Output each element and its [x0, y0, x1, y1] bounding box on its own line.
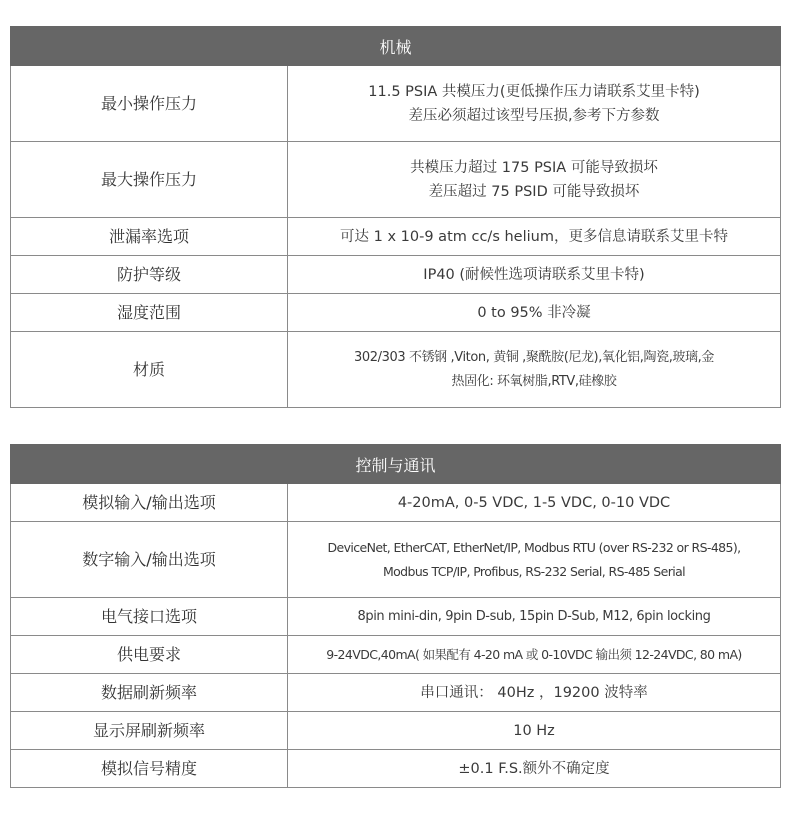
table-row-humidity-range — [11, 294, 781, 332]
row-value — [288, 712, 781, 750]
table-row-electrical-connection — [11, 598, 781, 636]
table-row-digital-io — [11, 522, 781, 598]
value-line: DeviceNet, EtherCAT, EtherNet/IP, Modbus RTU (over RS-232 or RS-485), — [327, 539, 741, 555]
table-row-power-requirements — [11, 636, 781, 674]
value-line: 302/303 不锈钢 ,Viton, 黄铜 ,聚酰胺(尼龙),氧化铝,陶瓷,玻璃,金 — [354, 349, 714, 365]
row-value — [288, 522, 781, 598]
table-row-max-operating-pressure — [11, 142, 781, 218]
value-line: 热固化: 环氧树脂,RTV,硅橡胶 — [451, 373, 617, 389]
value-line: 共模压力超过 175 PSIA 可能导致损坏 — [410, 159, 658, 176]
table-row-ingress-protection — [11, 256, 781, 294]
row-value — [288, 256, 781, 294]
row-label: 电气接口选项 — [11, 598, 288, 636]
row-label: 最大操作压力 — [11, 142, 288, 218]
table-row-leak-rate — [11, 218, 781, 256]
row-label: 泄漏率选项 — [11, 218, 288, 256]
value-line: 4-20mA, 0-5 VDC, 1-5 VDC, 0-10 VDC — [397, 494, 671, 511]
value-line: 11.5 PSIA 共模压力(更低操作压力请联系艾里卡特) — [368, 83, 700, 100]
row-value — [288, 294, 781, 332]
row-value — [288, 598, 781, 636]
value-line: 串口通讯： 40Hz ，19200 波特率 — [420, 684, 648, 701]
row-label: 湿度范围 — [11, 294, 288, 332]
value-line: 9-24VDC,40mA( 如果配有 4-20 mA 或 0-10VDC 输出须 12-24VDC, 80 mA) — [326, 646, 742, 662]
row-value — [288, 142, 781, 218]
table-row-analog-signal-accuracy — [11, 750, 781, 788]
value-line: ±0.1 F.S.额外不确定度 — [458, 760, 610, 777]
row-label: 数字输入/输出选项 — [11, 522, 288, 598]
value-line: 差压必须超过该型号压损,参考下方参数 — [408, 107, 660, 124]
value-line: IP40 (耐候性选项请联系艾里卡特) — [423, 266, 645, 283]
control-section-title: 控制与通讯 — [11, 445, 781, 484]
row-value — [288, 218, 781, 256]
row-label: 模拟信号精度 — [11, 750, 288, 788]
table-header-row — [11, 445, 781, 484]
row-label: 防护等级 — [11, 256, 288, 294]
value-line: 差压超过 75 PSID 可能导致损坏 — [428, 183, 640, 200]
row-label: 材质 — [11, 332, 288, 408]
table-row-materials — [11, 332, 781, 408]
row-value — [288, 332, 781, 408]
row-value — [288, 636, 781, 674]
value-line: Modbus TCP/IP, Profibus, RS-232 Serial, RS-485 Serial — [382, 563, 686, 579]
value-line: 8pin mini-din, 9pin D-sub, 15pin D-Sub, M12, 6pin locking — [357, 608, 711, 624]
table-header-row — [11, 27, 781, 66]
row-label: 数据刷新频率 — [11, 674, 288, 712]
value-line: 10 Hz — [513, 722, 555, 739]
row-label: 最小操作压力 — [11, 66, 288, 142]
row-label: 供电要求 — [11, 636, 288, 674]
table-row-analog-io — [11, 484, 781, 522]
table-row-data-refresh-rate — [11, 674, 781, 712]
value-line: 可达 1 x 10-9 atm cc/s helium，更多信息请联系艾里卡特 — [340, 228, 728, 245]
row-label: 显示屏刷新频率 — [11, 712, 288, 750]
table-row-min-operating-pressure — [11, 66, 781, 142]
row-value — [288, 66, 781, 142]
control-spec-table — [10, 444, 781, 788]
row-label: 模拟输入/输出选项 — [11, 484, 288, 522]
row-value — [288, 484, 781, 522]
table-row-display-refresh-rate — [11, 712, 781, 750]
value-line: 0 to 95% 非冷凝 — [477, 304, 591, 321]
mechanical-spec-table — [10, 26, 781, 408]
mechanical-section-title: 机械 — [11, 27, 781, 66]
row-value — [288, 750, 781, 788]
row-value — [288, 674, 781, 712]
